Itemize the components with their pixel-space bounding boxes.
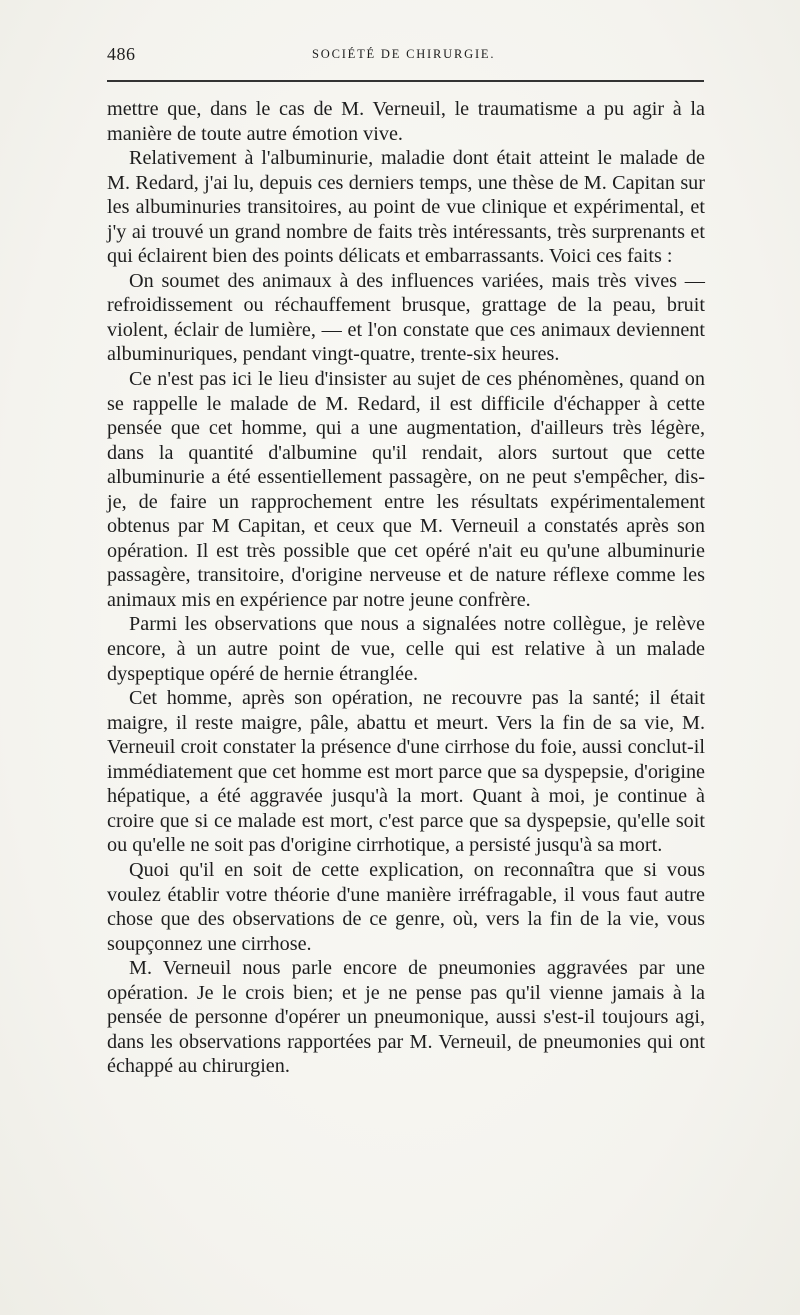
paragraph-7: Quoi qu'il en soit de cette explication, on reconnaîtra que si vous voulez établir votre théorie d'une manière irréfragable, il vous faut autre chose que des observations de ce genre, où, vers la fin de la vie, vous soupçonnez une cirrhose. [107, 858, 705, 955]
paragraph-4: Ce n'est pas ici le lieu d'insister au sujet de ces phénomènes, quand on se rappelle le malade de M. Redard, il est difficile d'échapper à cette pensée que cet homme, qui a une augmentation, d'ailleurs très légère, dans la quantité d'albumine qu'il rendait, alors surtout que cette albuminurie a été essentiellement passagère, on ne peut s'empêcher, dis-je, de faire un rapprochement entre les résultats expérimentalement obtenus par M Capitan, et ceux que M. Verneuil a constatés après son opération. Il est très possible que cet opéré n'ait eu qu'une albuminurie passagère, transitoire, d'origine nerveuse et de nature réflexe comme les animaux mis en expérience par notre jeune confrère. [107, 368, 705, 611]
paragraph-2: Relativement à l'albuminurie, maladie dont était atteint le malade de M. Redard, j'ai lu, depuis ces derniers temps, une thèse de M. Capitan sur les albuminuries transitoires, au point de vue clinique et expérimental, et j'y ai trouvé un grand nombre de faits très intéressants, très surprenants et qui éclairent bien des points délicats et embarrassants. Voici ces faits : [107, 147, 705, 268]
paragraph-5: Parmi les observations que nous a signalées notre collègue, je relève encore, à un autre point de vue, celle qui est relative à un malade dyspeptique opéré de hernie étranglée. [107, 613, 705, 685]
paragraph-3: On soumet des animaux à des influences variées, mais très vives — refroidissement ou réchauffement brusque, grattage de la peau, bruit violent, éclair de lumière, — et l'on constate que ces animaux deviennent albuminuriques, pendant vingt-quatre, trente-six heures. [107, 269, 705, 366]
header-rule [107, 80, 704, 82]
paragraph-1: mettre que, dans le cas de M. Verneuil, le traumatisme a pu agir à la manière de toute autre émotion vive. [107, 98, 705, 145]
body-text [107, 97, 705, 1079]
page-header [107, 44, 707, 70]
page-number: 486 [107, 44, 136, 64]
paragraph-6: Cet homme, après son opération, ne recouvre pas la santé; il était maigre, il reste maigre, pâle, abattu et meurt. Vers la fin de sa vie, M. Verneuil croit constater la présence d'une cirrhose du foie, aussi conclut-il immédiatement que cet homme est mort parce que sa dyspepsie, d'origine hépatique, a été aggravée jusqu'à la mort. Quant à moi, je continue à croire que si ce malade est mort, c'est parce que sa dyspepsie, qu'elle soit ou qu'elle ne soit pas d'origine cirrhotique, a persisté jusqu'à sa mort. [107, 687, 705, 857]
paragraph-8: M. Verneuil nous parle encore de pneumonies aggravées par une opération. Je le crois bien; et je ne pense pas qu'il vienne jamais à la pensée de personne d'opérer un pneumonique, aussi s'est-il toujours agi, dans les observations rapportées par M. Verneuil, de pneumonies qui ont échappé au chirurgien. [107, 957, 705, 1078]
running-title: SOCIÉTÉ DE CHIRURGIE. [312, 47, 496, 61]
